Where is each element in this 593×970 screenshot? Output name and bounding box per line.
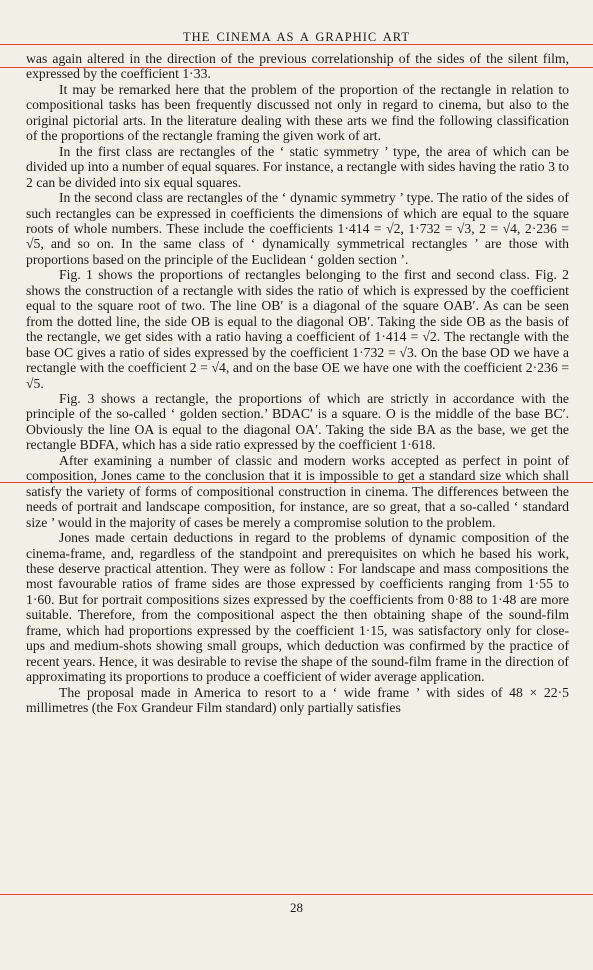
paragraph: Fig. 1 shows the proportions of rectangles belonging to the first and second class. Fig. 2 shows the construction of a rectangle with sides the ratio of which is expressed by the coefficient equal to the square root of two. The line OB′ is a diagonal of the square OAB′. As can be seen from the dotted line, the side OB is equal to the diagonal OB′. Taking the side OB as the basis of the rectangle, we get sides with a ratio having a coefficient of 1·414 = √2. The rectangle with the base OC gives a ratio of sides expressed by the coefficient 1·732 = √3. On the base OD we have a rectangle with the coefficient 2 = √4, and on the base OE we have one with the coefficient 2·236 = √5. xyxy=(26,267,569,391)
paragraph: Fig. 3 shows a rectangle, the proportions of which are strictly in accordance with the principle of the so-called ‘ golden section.’ BDAC′ is a square. O is the middle of the base BC′. Obviously the line OA is equal to the diagonal OA′. Taking the side BA as the base, we get the rectangle BDFA, which has a side ratio expressed by the coefficient 1·618. xyxy=(26,390,569,453)
page-number: 28 xyxy=(290,900,303,915)
paragraph: In the first class are rectangles of the ‘ static symmetry ’ type, the area of which can be divided up into a number of equal squares. For instance, a rectangle with sides having the ratio 3 to 2 can be divided into six equal squares. xyxy=(26,143,569,190)
paragraph: Jones made certain deductions in regard to the problems of dynamic composition of the cinema-frame, and, regardless of the standpoint and prerequisites on which he based his work, these deserve practical attention. They were as follow : For landscape and mass compositions the most favourable ratios of frame sides are those expressed by coefficients ranging from 1·55 to 1·60. But for portrait compositions sizes expressed by the coefficients from 0·88 to 1·48 are more suitable. Therefore, from the compositional aspect the then obtaining shape of the sound-film frame, which had proportions expressed by the coefficient 1·15, was satisfactory only for close-ups and medium-shots showing small groups, which deduction was confirmed by the practice of recent years. Hence, it was desirable to revise the shape of the sound-film frame in the direction of approximating its proportions to produce a coefficient of wider average application. xyxy=(26,530,569,685)
paragraph: was again altered in the direction of the previous correlationship of the sides of the silent film, expressed by the coefficient 1·33. xyxy=(26,51,569,82)
paragraph: It may be remarked here that the problem of the proportion of the rectangle in relation to compositional tasks has been frequently discussed not only in regard to cinema, but also to the original pictorial arts. In the literature dealing with these arts we find the following classification of the proportions of the rectangle framing the given work of art. xyxy=(26,81,569,144)
horizontal-rule xyxy=(0,894,593,895)
paragraph: After examining a number of classic and modern works accepted as perfect in point of composition, Jones came to the conclusion that it is impossible to get a standard size which shall satisfy the variety of forms of compositional construction in cinema. The differences between the needs of portrait and landscape composition, for instance, are so great, that a so-called ‘ standard size ’ would in the majority of cases be merely a compromise solution to the problem. xyxy=(26,452,569,530)
paragraph: The proposal made in America to resort to a ‘ wide frame ’ with sides of 48 × 22·5 millimetres (the Fox Grandeur Film standard) only partially satisfies xyxy=(26,684,569,716)
body-text xyxy=(26,51,569,715)
paragraph: In the second class are rectangles of the ‘ dynamic symmetry ’ type. The ratio of the sides of such rectangles can be expressed in coefficients the dimensions of which are equal to the square roots of whole numbers. These include the coefficients 1·414 = √2, 1·732 = √3, 2 = √4, 2·236 = √5, and so on. In the same class of ‘ dynamically symmetrical rectangles ’ are those with proportions based on the principle of the Euclidean ‘ golden section ’. xyxy=(26,190,569,267)
running-head: THE CINEMA AS A GRAPHIC ART xyxy=(183,30,410,44)
horizontal-rule xyxy=(0,44,593,45)
